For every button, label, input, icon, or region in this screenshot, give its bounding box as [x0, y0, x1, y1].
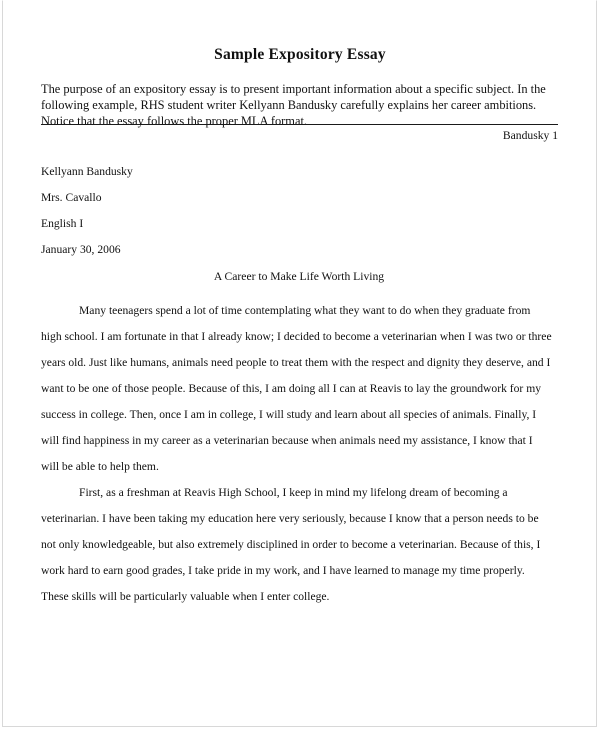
essay-body — [41, 298, 553, 610]
mla-instructor: Mrs. Cavallo — [41, 191, 102, 204]
mla-student-name: Kellyann Bandusky — [41, 165, 133, 178]
body-paragraph-1: Many teenagers spend a lot of time contemplating what they want to do when they graduate from high school. I am fortunate in that I already know; I decided to become a veterinarian when I was two or three years old. Just like humans, animals need people to treat them with the respect and dignity they deserve, and I want to be one of those people. Because of this, I am doing all I can at Reavis to lay the groundwork for my success in college. Then, once I am in college, I will study and learn about all species of animals. Finally, I will find happiness in my career as a veterinarian because when animals need my assistance, I know that I will be able to help them. — [41, 304, 552, 473]
intro-note: The purpose of an expository essay is to present important information about a specific subject. In the following example, RHS student writer Kellyann Bandusky carefully explains her career ambitions. Notice that the essay follows the proper MLA format. — [41, 82, 546, 129]
running-head: Bandusky 1 — [502, 129, 558, 142]
horizontal-rule — [41, 124, 558, 125]
body-paragraph-2: First, as a freshman at Reavis High School, I keep in mind my lifelong dream of becoming a veterinarian. I have been taking my education here very seriously, because I know that a person needs to be not only knowledgeable, but also extremely disciplined in order to become a veterinarian. Because of this, I work hard to earn good grades, I take pride in my work, and I have learned to manage my time properly. These skills will be particularly valuable when I enter college. — [41, 486, 541, 603]
mla-course: English I — [41, 217, 84, 230]
mla-date: January 30, 2006 — [41, 243, 121, 256]
essay-title: A Career to Make Life Worth Living — [213, 270, 385, 283]
mla-heading-block — [41, 159, 441, 263]
page-title: Sample Expository Essay — [214, 46, 386, 63]
